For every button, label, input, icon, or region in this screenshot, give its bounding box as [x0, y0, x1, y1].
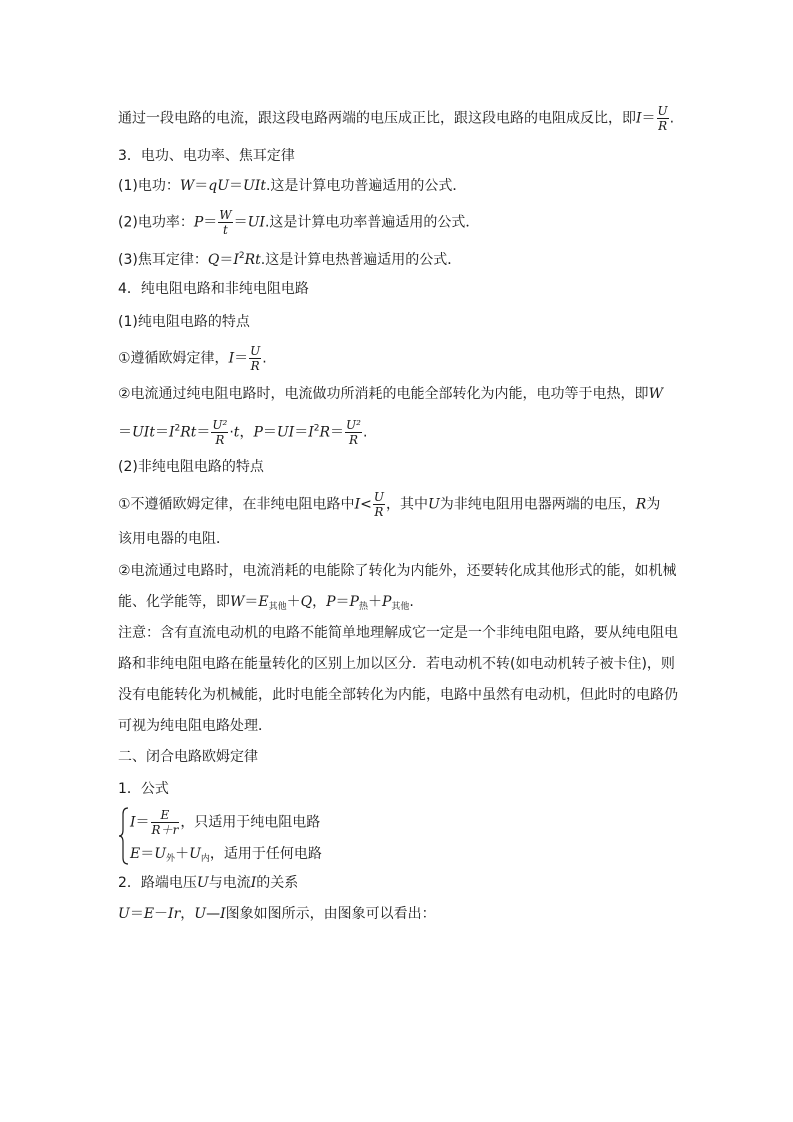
plus: ＋: [286, 594, 301, 610]
formula-heading: 1．公式: [118, 781, 169, 797]
var-w: W: [648, 386, 663, 402]
var-e: E: [130, 846, 141, 862]
text: .这是计算电热普遍适用的公式．: [260, 252, 462, 268]
period: .: [409, 594, 414, 610]
equals: ＝: [641, 110, 656, 127]
pure-resistance-heat-line-1: [118, 384, 693, 404]
part-2-heading: 二、闭合电路欧姆定律: [118, 749, 258, 765]
non-pure-resistance-line-2: 该用电器的电阻．: [118, 531, 230, 547]
superscript: 2: [238, 251, 245, 261]
dash: —: [206, 906, 221, 922]
note-line-4: 可视为纯电阻电路处理．: [118, 718, 272, 734]
equals: ＝: [154, 424, 169, 441]
superscript: 2: [313, 423, 320, 434]
denominator: R: [374, 505, 384, 519]
numerator: U²: [212, 418, 228, 432]
var-t: t: [233, 424, 240, 441]
var-u: U: [194, 906, 207, 922]
plus: ＋: [367, 594, 382, 610]
fraction-u-over-r: [249, 344, 261, 373]
text: ②电流通过纯电阻电路时，电流做功所消耗的电能全部转化为内能，电功等于电热，即: [118, 386, 649, 402]
fraction-u2-over-r: [211, 418, 228, 447]
subscript: 热: [358, 602, 368, 612]
energy-conversion-line-2: [118, 592, 693, 617]
subscript: 其他: [391, 602, 410, 612]
minus: －: [154, 906, 169, 922]
denominator: R: [215, 433, 225, 447]
var-u: U: [189, 846, 201, 862]
equals: ＝: [233, 214, 248, 231]
section-4-heading: 4．纯电阻电路和非纯电阻电路: [118, 281, 309, 297]
text: .这是计算电功率普遍适用的公式．: [264, 214, 480, 231]
numerator: U: [250, 344, 261, 358]
var-r: R: [635, 496, 647, 513]
electric-work-line: [118, 176, 693, 196]
var-ir: Ir: [168, 906, 181, 922]
text: 2．路端电压: [118, 875, 197, 891]
text: (2)电功率：: [118, 214, 194, 231]
numerator: U: [373, 490, 384, 504]
emf-formula: [130, 844, 322, 869]
equals: ＝: [140, 846, 155, 862]
text: (1)电功：: [118, 178, 180, 194]
text: 通过一段电路的电流，跟这段电路两端的电压成正比，跟这段电路的电阻成反比，即: [118, 110, 636, 127]
subscript: 外: [166, 854, 176, 864]
var-w: W: [230, 594, 245, 610]
pure-resistance-ohm-line: [118, 344, 693, 373]
equals: ＝: [219, 252, 234, 268]
note-line-3: 没有电能转化为机械能，此时电能全部转化为内能，电路中虽然有电动机，但此时的电路仍: [118, 687, 678, 703]
var-i: I: [354, 496, 361, 513]
var-r: R: [319, 424, 331, 441]
equals: ＝: [234, 350, 249, 367]
numerator: U: [657, 104, 668, 118]
equals: ＝: [129, 906, 144, 922]
electric-power-line: [118, 208, 693, 237]
var-q: Q: [207, 252, 220, 268]
var-p: P: [349, 594, 359, 610]
less-than: <: [360, 496, 372, 513]
equals: ＝: [335, 594, 350, 610]
fraction-u-over-r: [657, 104, 669, 133]
period: .: [362, 424, 368, 441]
section-3-heading: 3．电功、电功率、焦耳定律: [118, 148, 295, 164]
var-ui: UI: [276, 424, 295, 441]
var-rt: Rt: [244, 252, 261, 268]
var-u: U: [196, 875, 209, 891]
equals: ＝: [135, 814, 150, 831]
subscript: 内: [200, 854, 210, 864]
var-qu: qU: [208, 178, 229, 194]
text: 的关系: [256, 875, 299, 891]
energy-conversion-line-1: ②电流通过电路时，电流消耗的电能除了转化为内能外，还要转化成其他形式的能，如机械: [118, 563, 677, 579]
equals: ＝: [330, 424, 345, 441]
text: 图象如图所示，由图象可以看出：: [225, 906, 436, 922]
dot: ·: [229, 424, 234, 441]
text: (3)焦耳定律：: [118, 252, 208, 268]
var-ui: UI: [247, 214, 265, 231]
subsection-non-pure-resistance: (2)非纯电阻电路的特点: [118, 459, 264, 475]
var-i: I: [168, 424, 175, 441]
var-e: E: [143, 906, 155, 922]
period: .: [262, 350, 267, 367]
var-uit: UIt: [243, 178, 266, 194]
denominator: R＋r: [151, 823, 179, 837]
left-brace-icon: [118, 806, 130, 866]
var-p: P: [253, 424, 263, 441]
fraction-w-over-t: [218, 208, 232, 237]
numerator: U²: [346, 418, 361, 432]
period: .: [669, 110, 675, 127]
denominator: R: [348, 433, 358, 447]
var-w: W: [179, 178, 195, 194]
note-line-1: 注意：含有直流电动机的电路不能简单地理解成它一定是一个非纯电阻电路，要从纯电阻电: [118, 625, 678, 641]
closed-circuit-ohm-formula: [130, 808, 320, 837]
var-i: I: [228, 350, 235, 367]
text: 与电流: [208, 875, 251, 891]
fraction-u-over-r: [373, 490, 385, 519]
equals: ＝: [203, 214, 218, 231]
denominator: R: [658, 119, 668, 133]
equals: ＝: [118, 424, 132, 441]
var-u: U: [118, 906, 130, 922]
text: .这是计算电功普遍适用的公式．: [265, 178, 467, 194]
plus: ＋: [175, 846, 190, 862]
equals: ＝: [262, 424, 277, 441]
equals: ＝: [229, 178, 243, 194]
text: 为非纯电阻用电器两端的电压，: [439, 496, 636, 513]
denominator: R: [250, 359, 260, 373]
var-e: E: [258, 594, 269, 610]
equals: ＝: [194, 178, 209, 194]
var-i: I: [220, 906, 226, 922]
var-u: U: [427, 496, 440, 513]
joule-law-line: [118, 246, 693, 270]
text: ，其中: [385, 496, 428, 513]
var-i: I: [233, 252, 239, 268]
equals: ＝: [294, 424, 309, 441]
text: ①遵循欧姆定律，: [118, 350, 229, 367]
text: ，只适用于纯电阻电路: [180, 814, 321, 831]
var-p: P: [193, 214, 204, 231]
superscript: 2: [174, 423, 181, 434]
text: ①不遵循欧姆定律，在非纯电阻电路中: [118, 496, 355, 513]
var-uit: UIt: [132, 424, 155, 441]
note-line-2: 路和非纯电阻电路在能量转化的区别上加以区分．若电动机不转(如电动机转子被卡住)，则: [118, 656, 675, 672]
var-p: P: [381, 594, 392, 610]
equals: ＝: [196, 424, 211, 441]
comma: ，: [180, 906, 195, 922]
pure-resistance-heat-line-2: [118, 418, 693, 447]
var-i: I: [250, 875, 257, 891]
var-i: I: [130, 814, 136, 831]
equals: ＝: [244, 594, 259, 610]
var-rt: Rt: [180, 424, 197, 441]
fraction-u2-over-r: [345, 418, 362, 447]
var-p: P: [326, 594, 336, 610]
numerator: E: [151, 808, 180, 823]
subscript: 其他: [268, 602, 287, 612]
text: 为: [646, 496, 661, 513]
var-q: Q: [300, 594, 313, 610]
var-u: U: [154, 846, 167, 862]
terminal-voltage-heading: [118, 873, 693, 893]
var-i: I: [308, 424, 314, 441]
denominator: t: [223, 223, 228, 237]
fraction-e-over-r-plus-r: [151, 808, 180, 837]
ohm-law-statement: [118, 104, 693, 133]
text: ，适用于任何电路: [209, 846, 322, 862]
comma: ，: [312, 594, 327, 610]
numerator: W: [219, 208, 232, 222]
text: 能、化学能等，即: [118, 594, 230, 610]
subsection-pure-resistance: (1)纯电阻电路的特点: [118, 314, 250, 330]
terminal-voltage-formula: [118, 904, 693, 924]
non-pure-resistance-line-1: [118, 490, 693, 519]
var-i: I: [636, 110, 642, 127]
comma: ，: [239, 424, 254, 441]
closed-circuit-formula-group: [118, 806, 418, 866]
